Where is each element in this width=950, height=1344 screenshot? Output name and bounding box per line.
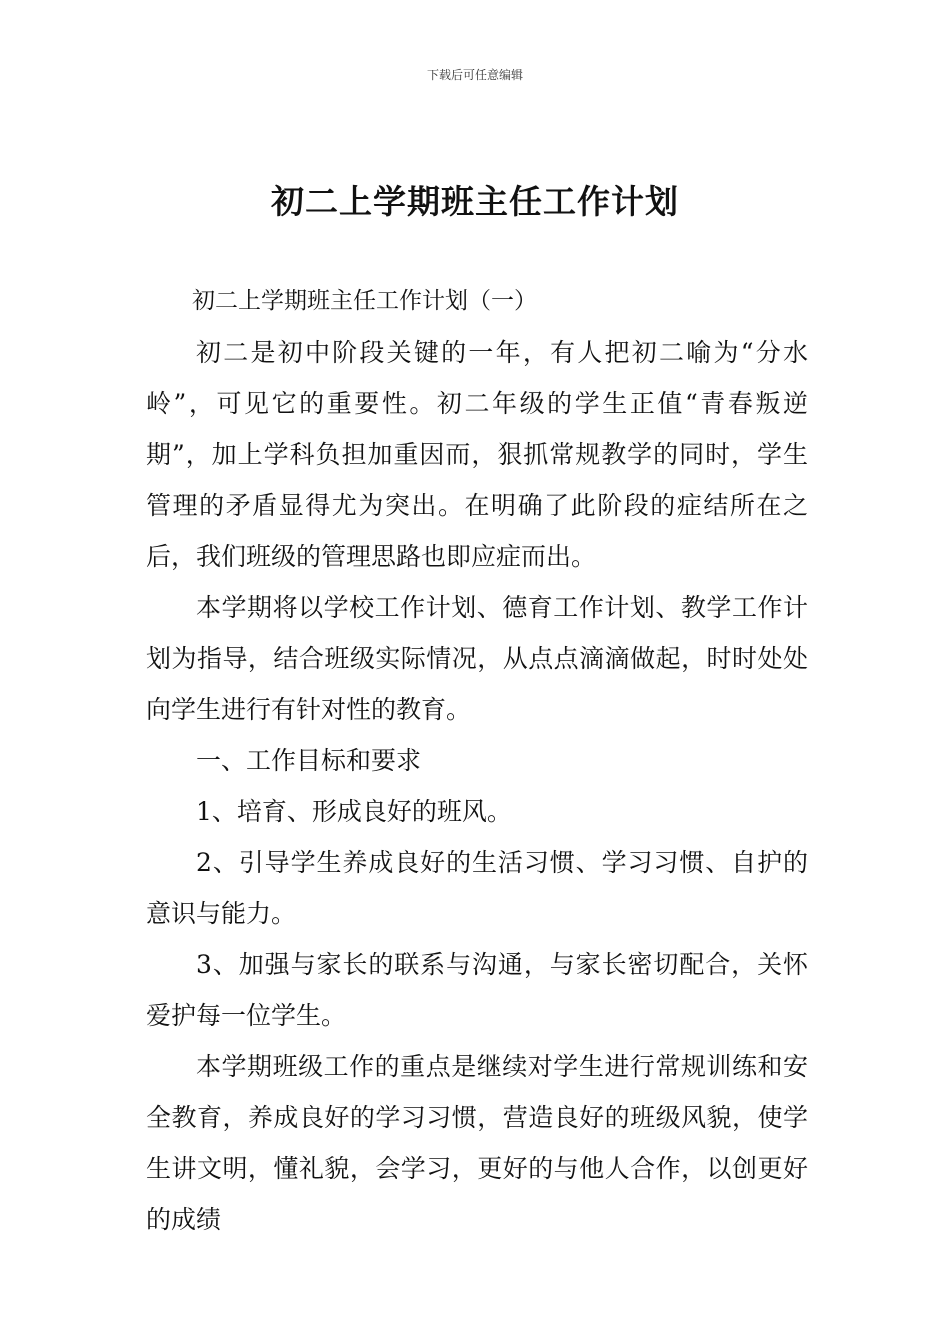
document-title: 初二上学期班主任工作计划 xyxy=(271,182,679,221)
document-body xyxy=(146,276,808,1245)
goal-item-3: 3、加强与家长的联系与沟通，与家长密切配合，关怀爱护每一位学生。 xyxy=(146,950,808,1030)
goal-item-1: 1、培育、形成良好的班风。 xyxy=(196,797,512,826)
section-subtitle: 初二上学期班主任工作计划（一） xyxy=(192,288,537,314)
header-note: 下载后可任意编辑 xyxy=(426,68,523,82)
section-heading-goals: 一、工作目标和要求 xyxy=(196,746,422,775)
paragraph-guidance: 本学期将以学校工作计划、德育工作计划、教学工作计划为指导，结合班级实际情况，从点点滴滴做起，时时处处向学生进行有针对性的教育。 xyxy=(146,593,808,724)
goal-item-2: 2、引导学生养成良好的生活习惯、学习习惯、自护的意识与能力。 xyxy=(146,848,808,928)
paragraph-intro: 初二是初中阶段关键的一年，有人把初二喻为“分水岭”，可见它的重要性。初二年级的学生正值“青春叛逆期”，加上学科负担加重因而，狠抓常规教学的同时，学生管理的矛盾显得尤为突出。在明确了此阶段的症结所在之后，我们班级的管理思路也即应症而出。 xyxy=(146,338,808,571)
paragraph-focus: 本学期班级工作的重点是继续对学生进行常规训练和安全教育，养成良好的学习习惯，营造良好的班级风貌，使学生讲文明，懂礼貌，会学习，更好的与他人合作，以创更好的成绩 xyxy=(146,1052,808,1234)
